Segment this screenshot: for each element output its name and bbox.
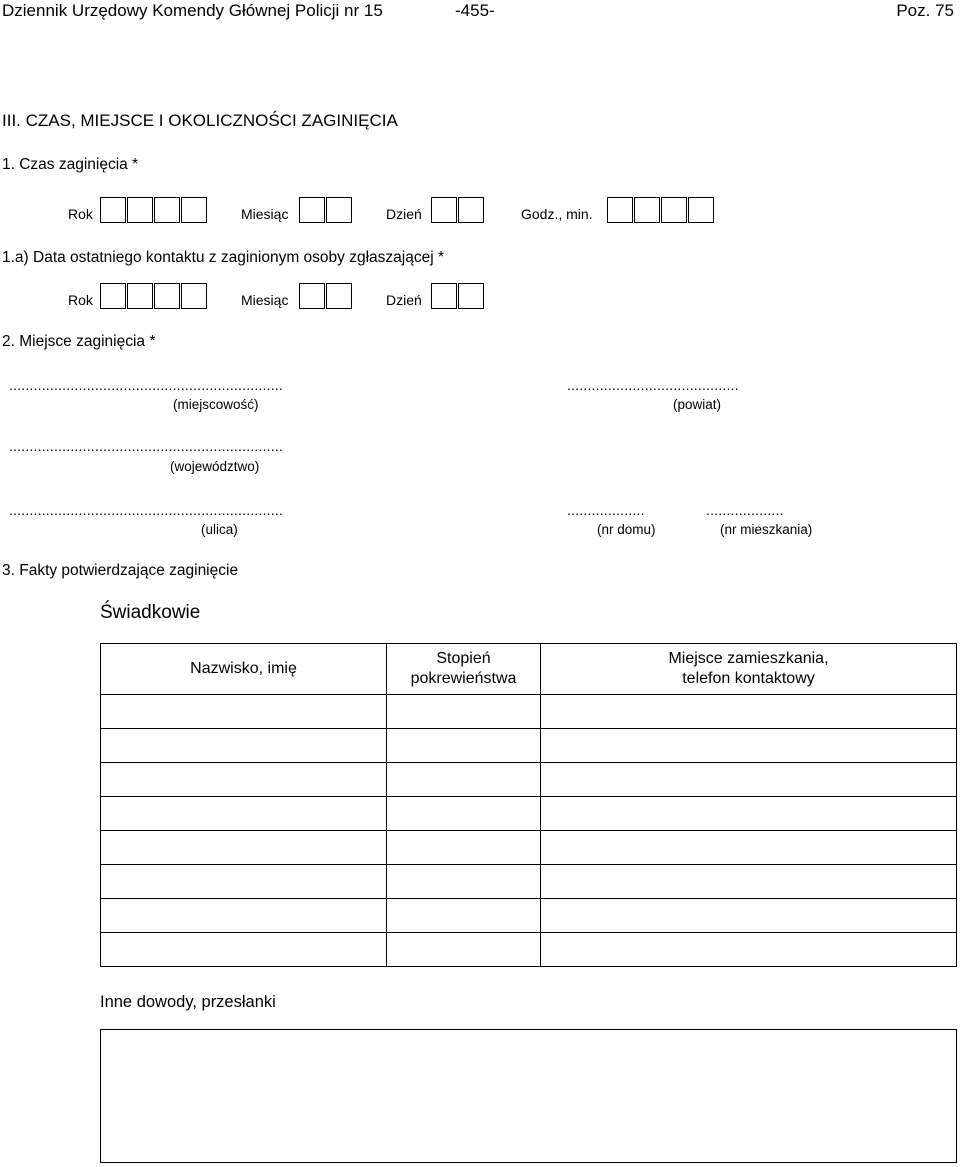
district-label: (powiat)	[673, 397, 722, 412]
table-row[interactable]	[101, 729, 957, 763]
page-number: -455-	[455, 1, 495, 20]
digit-box[interactable]	[299, 197, 325, 223]
table-cell[interactable]	[101, 695, 387, 729]
table-cell[interactable]	[541, 729, 957, 763]
digit-box[interactable]	[181, 283, 207, 309]
table-cell[interactable]	[101, 831, 387, 865]
column-header-address-line1: Miejsce zamieszkania,	[668, 650, 829, 667]
contact-year-label: Rok	[68, 292, 93, 308]
time-month-label: Miesiąc	[241, 206, 289, 222]
voivodeship-label: (województwo)	[170, 459, 260, 474]
digit-box[interactable]	[431, 283, 457, 309]
digit-box[interactable]	[661, 197, 687, 223]
column-header-relationship-line1: Stopień	[436, 650, 491, 667]
section-title: III. CZAS, MIEJSCE I OKOLICZNOŚCI ZAGINIĘCIA	[2, 111, 398, 130]
place-title: 2. Miejsce zaginięcia *	[2, 333, 156, 350]
city-dotted-line[interactable]: ...................................................................	[9, 377, 284, 393]
other-evidence-label: Inne dowody, przesłanki	[100, 993, 276, 1011]
table-cell[interactable]	[387, 831, 541, 865]
table-cell[interactable]	[387, 797, 541, 831]
time-day-boxes[interactable]	[431, 197, 485, 223]
digit-box[interactable]	[688, 197, 714, 223]
digit-box[interactable]	[326, 197, 352, 223]
table-row[interactable]	[101, 695, 957, 729]
table-row[interactable]	[101, 763, 957, 797]
last-contact-title: 1.a) Data ostatniego kontaktu z zaginionym osoby zgłaszającej *	[2, 249, 444, 266]
table-header-row	[101, 644, 957, 695]
time-title: 1. Czas zaginięcia *	[2, 156, 139, 173]
digit-box[interactable]	[634, 197, 660, 223]
contact-month-label: Miesiąc	[241, 292, 289, 308]
table-cell[interactable]	[541, 933, 957, 967]
table-cell[interactable]	[541, 763, 957, 797]
time-month-boxes[interactable]	[299, 197, 353, 223]
digit-box[interactable]	[154, 283, 180, 309]
house-dotted-line[interactable]: ...................	[567, 502, 645, 518]
table-cell[interactable]	[541, 695, 957, 729]
table-row[interactable]	[101, 899, 957, 933]
time-year-boxes[interactable]	[100, 197, 208, 223]
city-label: (miejscowość)	[173, 397, 259, 412]
witnesses-label: Świadkowie	[100, 602, 201, 623]
position-number: Poz. 75	[896, 1, 954, 20]
column-header-relationship-line2: pokrewieństwa	[410, 670, 517, 687]
table-cell[interactable]	[387, 695, 541, 729]
column-header-address-line2: telefon kontaktowy	[682, 670, 815, 687]
digit-box[interactable]	[154, 197, 180, 223]
table-cell[interactable]	[541, 831, 957, 865]
time-hour-label: Godz., min.	[521, 206, 593, 222]
table-cell[interactable]	[541, 899, 957, 933]
contact-year-boxes[interactable]	[100, 283, 208, 309]
voivodeship-dotted-line[interactable]: ...................................................................	[9, 438, 284, 454]
contact-day-label: Dzień	[386, 292, 422, 308]
digit-box[interactable]	[181, 197, 207, 223]
table-cell[interactable]	[101, 899, 387, 933]
digit-box[interactable]	[100, 197, 126, 223]
apartment-dotted-line[interactable]: ...................	[706, 502, 784, 518]
digit-box[interactable]	[458, 197, 484, 223]
column-header-address	[541, 644, 957, 695]
table-cell[interactable]	[387, 899, 541, 933]
table-cell[interactable]	[101, 729, 387, 763]
table-cell[interactable]	[101, 763, 387, 797]
table-cell[interactable]	[541, 797, 957, 831]
house-label: (nr domu)	[597, 522, 656, 537]
witnesses-table	[100, 643, 957, 967]
other-evidence-box[interactable]	[100, 1029, 957, 1163]
district-dotted-line[interactable]: ..........................................	[567, 377, 739, 393]
digit-box[interactable]	[431, 197, 457, 223]
digit-box[interactable]	[127, 283, 153, 309]
table-cell[interactable]	[101, 933, 387, 967]
street-dotted-line[interactable]: ...................................................................	[9, 502, 284, 518]
table-cell[interactable]	[387, 763, 541, 797]
table-cell[interactable]	[541, 865, 957, 899]
table-row[interactable]	[101, 831, 957, 865]
column-header-name: Nazwisko, imię	[101, 644, 387, 695]
journal-title: Dziennik Urzędowy Komendy Głównej Policji nr 15	[2, 1, 383, 20]
digit-box[interactable]	[607, 197, 633, 223]
table-row[interactable]	[101, 865, 957, 899]
digit-box[interactable]	[100, 283, 126, 309]
column-header-relationship	[387, 644, 541, 695]
table-cell[interactable]	[101, 797, 387, 831]
digit-box[interactable]	[326, 283, 352, 309]
time-day-label: Dzień	[386, 206, 422, 222]
digit-box[interactable]	[127, 197, 153, 223]
contact-month-boxes[interactable]	[299, 283, 353, 309]
table-cell[interactable]	[387, 729, 541, 763]
digit-box[interactable]	[458, 283, 484, 309]
facts-title: 3. Fakty potwierdzające zaginięcie	[2, 562, 239, 579]
digit-box[interactable]	[299, 283, 325, 309]
street-label: (ulica)	[201, 522, 238, 537]
contact-day-boxes[interactable]	[431, 283, 485, 309]
table-row[interactable]	[101, 797, 957, 831]
apartment-label: (nr mieszkania)	[720, 522, 813, 537]
table-cell[interactable]	[387, 865, 541, 899]
table-cell[interactable]	[101, 865, 387, 899]
table-cell[interactable]	[387, 933, 541, 967]
time-year-label: Rok	[68, 206, 93, 222]
time-hour-boxes[interactable]	[607, 197, 715, 223]
table-row[interactable]	[101, 933, 957, 967]
